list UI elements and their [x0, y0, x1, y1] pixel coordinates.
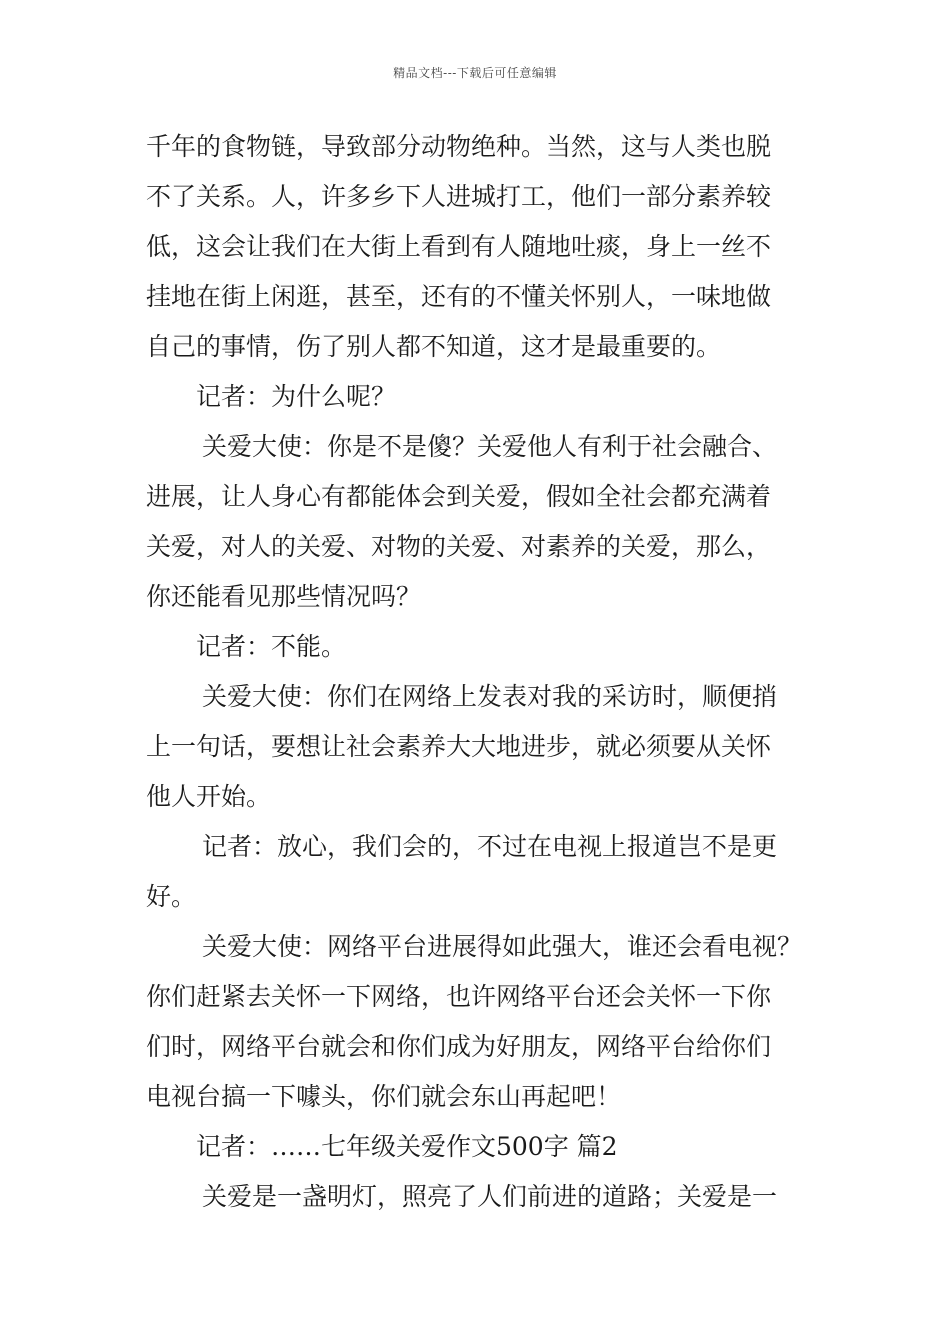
text-line: 低，这会让我们在大街上看到有人随地吐痰，身上一丝不: [146, 232, 772, 261]
text-line: 进展，让人身心有都能体会到关爱，假如全社会都充满着: [146, 482, 772, 511]
text-line: 关爱是一盏明灯，照亮了人们前进的道路；关爱是一: [202, 1182, 778, 1211]
text-line: 电视台搞一下噱头，你们就会东山再起吧！: [146, 1082, 622, 1111]
text-line: 千年的食物链，导致部分动物绝种。当然，这与人类也脱: [146, 132, 772, 161]
page-header: 精品文档---下载后可任意编辑: [393, 66, 557, 80]
text-line: 自己的事情，伤了别人都不知道，这才是最重要的。: [146, 332, 722, 361]
text-line: 你还能看见那些情况吗？: [146, 582, 422, 611]
text-line: 记者：放心，我们会的，不过在电视上报道岂不是更: [202, 832, 778, 861]
text-line: 你们赶紧去关怀一下网络，也许网络平台还会关怀一下你: [146, 982, 772, 1011]
text-line: 关爱大使：你们在网络上发表对我的采访时，顺便捎: [202, 682, 778, 711]
text-line: 记者：不能。: [196, 632, 347, 661]
text-line: 上一句话，要想让社会素养大大地进步，就必须要从关怀: [146, 732, 772, 761]
text-line: 不了关系。人，许多乡下人进城打工，他们一部分素养较: [146, 182, 772, 211]
text-line: 们时，网络平台就会和你们成为好朋友，网络平台给你们: [146, 1032, 772, 1061]
text-line: 他人开始。: [146, 782, 272, 811]
text-line: 关爱大使：网络平台进展得如此强大，谁还会看电视？: [202, 932, 803, 961]
text-line: 记者：为什么呢？: [196, 382, 397, 411]
text-line: 挂地在街上闲逛，甚至，还有的不懂关怀别人，一味地做: [146, 282, 772, 311]
text-line: 关爱，对人的关爱、对物的关爱、对素养的关爱，那么，: [146, 532, 772, 561]
text-line: 关爱大使：你是不是傻？关爱他人有利于社会融合、: [202, 432, 778, 461]
document-body: [146, 122, 836, 1222]
text-line: 好。: [146, 882, 197, 911]
text-line: 记者：……七年级关爱作文500字 篇2: [196, 1132, 618, 1161]
